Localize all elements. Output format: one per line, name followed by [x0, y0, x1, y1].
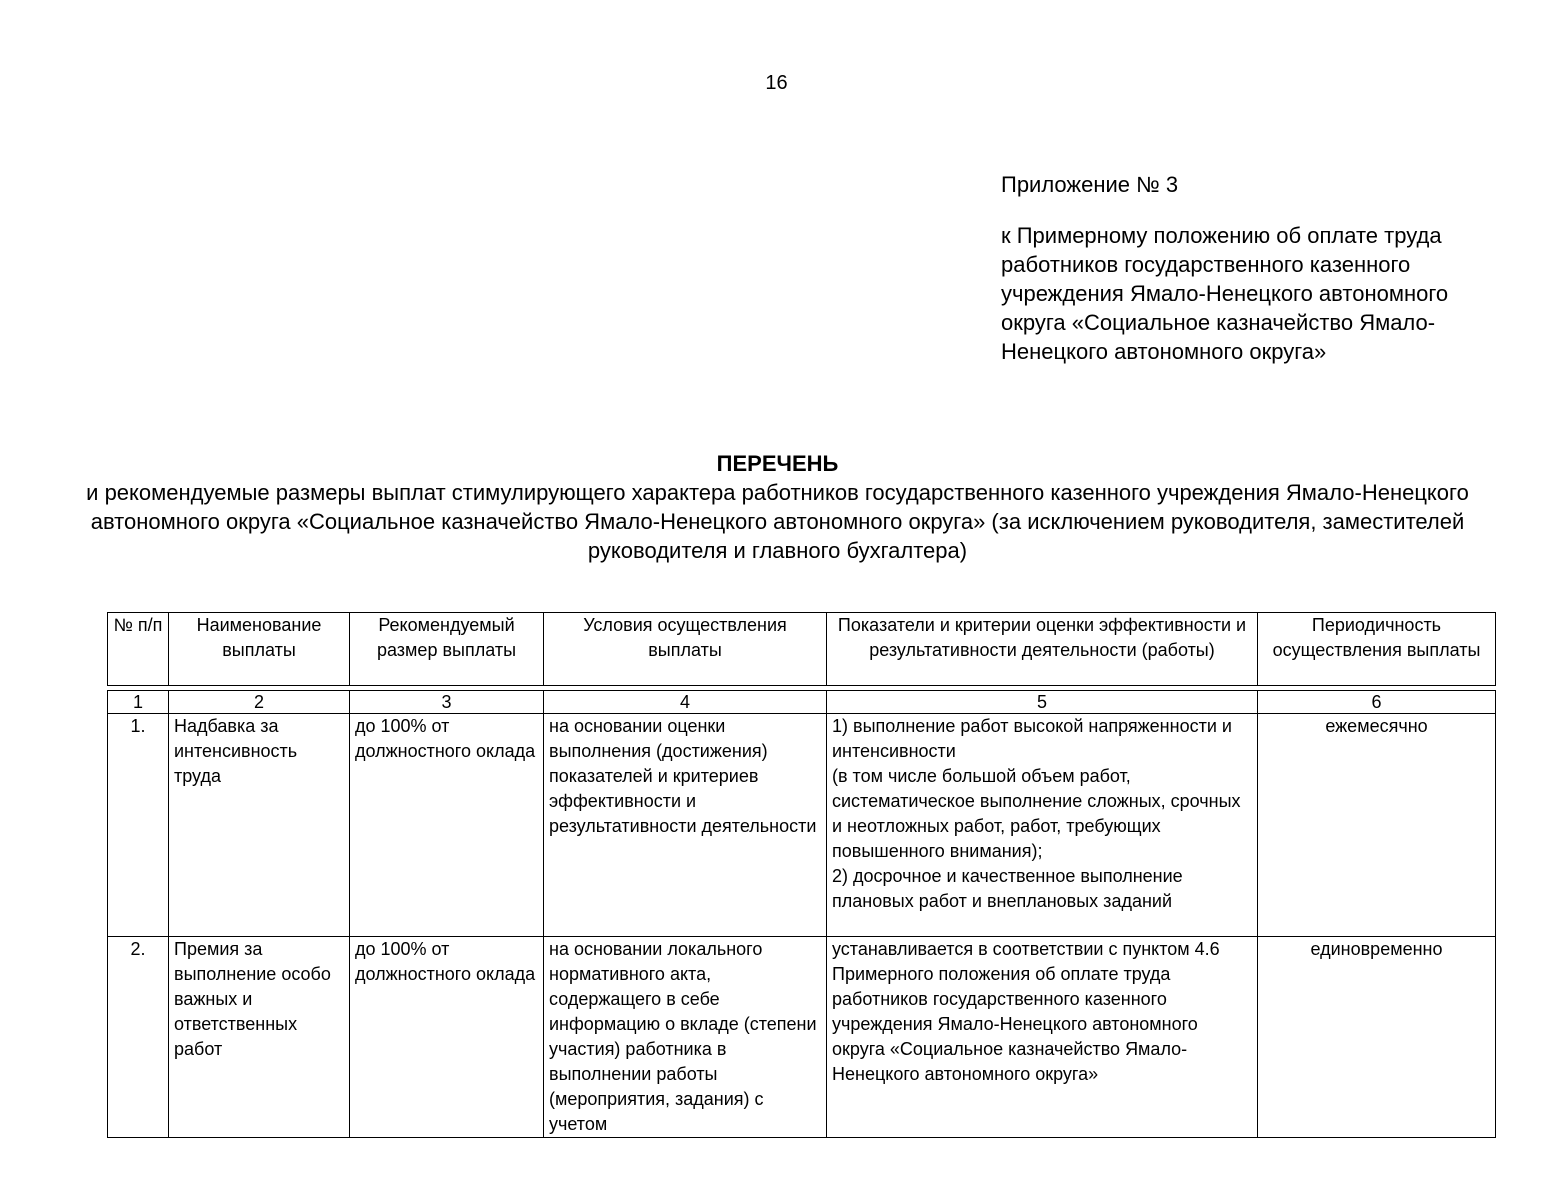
appendix-block: [1001, 170, 1471, 366]
payment-name: Премия за выполнение особо важных и ответственных работ: [169, 937, 350, 1138]
column-number: 1: [108, 691, 169, 714]
criteria-line: 1) выполнение работ высокой напряженности и интенсивности: [832, 716, 1232, 761]
column-number: 6: [1258, 691, 1496, 714]
payment-name: Надбавка за интенсивность труда: [169, 714, 350, 937]
column-number: 3: [350, 691, 544, 714]
payment-size: до 100% от должностного оклада: [350, 714, 544, 937]
payment-period: ежемесячно: [1258, 714, 1496, 937]
payment-period: единовременно: [1258, 937, 1496, 1138]
criteria-line: (в том числе большой объем работ, систематическое выполнение сложных, срочных и неотложных работ, работ, требующих повышенного внимания);: [832, 766, 1241, 861]
payment-size: до 100% от должностного оклада: [350, 937, 544, 1138]
appendix-subtitle: к Примерному положению об оплате труда работников государственного казенного учреждения Ямало-Ненецкого автономного округа «Социальное казначейство Ямало-Ненецкого автономного округа»: [1001, 223, 1449, 364]
payment-criteria: [827, 937, 1258, 1138]
payment-conditions: на основании оценки выполнения (достижения) показателей и критериев эффективности и результативности деятельности: [544, 714, 827, 937]
header-conditions: Условия осуществления выплаты: [544, 613, 827, 686]
table-row: [108, 937, 1496, 1138]
payment-criteria: [827, 714, 1258, 937]
header-number: № п/п: [108, 613, 169, 686]
column-number: 5: [827, 691, 1258, 714]
row-number: 2.: [108, 937, 169, 1138]
column-number-row: [108, 691, 1496, 714]
column-number: 2: [169, 691, 350, 714]
criteria-line: устанавливается в соответствии с пунктом 4.6 Примерного положения об оплате труда работников государственного казенного учреждения Ямало-Ненецкого автономного округа «Социальное казначейство Ямало-Ненецкого автономного округа»: [832, 939, 1220, 1084]
criteria-line: 2) досрочное и качественное выполнение плановых работ и внеплановых заданий: [832, 866, 1183, 911]
page-number: 16: [765, 72, 788, 94]
payments-table: [107, 612, 1496, 1138]
header-size: Рекомендуемый размер выплаты: [350, 613, 544, 686]
heading-caption: ПЕРЕЧЕНЬ: [716, 451, 839, 476]
heading-text: и рекомендуемые размеры выплат стимулирующего характера работников государственного казенного учреждения Ямало-Ненецкого автономного округа «Социальное казначейство Ямало-Ненецкого автономного округа» (за исключением руководителя, заместителей руководителя и главного бухгалтера): [86, 480, 1469, 563]
row-number: 1.: [108, 714, 169, 937]
payment-conditions: на основании локального нормативного акта, содержащего в себе информацию о вкладе (степени участия) работника в выполнении работы (мероприятия, задания) с учетом: [544, 937, 827, 1138]
header-period: Периодичность осуществления выплаты: [1258, 613, 1496, 686]
header-name: Наименование выплаты: [169, 613, 350, 686]
table-row: [108, 714, 1496, 937]
document-heading: [60, 449, 1495, 565]
column-number: 4: [544, 691, 827, 714]
table-header-row: [108, 613, 1496, 686]
appendix-title: Приложение № 3: [1001, 172, 1179, 197]
header-criteria: Показатели и критерии оценки эффективности и результативности деятельности (работы): [827, 613, 1258, 686]
